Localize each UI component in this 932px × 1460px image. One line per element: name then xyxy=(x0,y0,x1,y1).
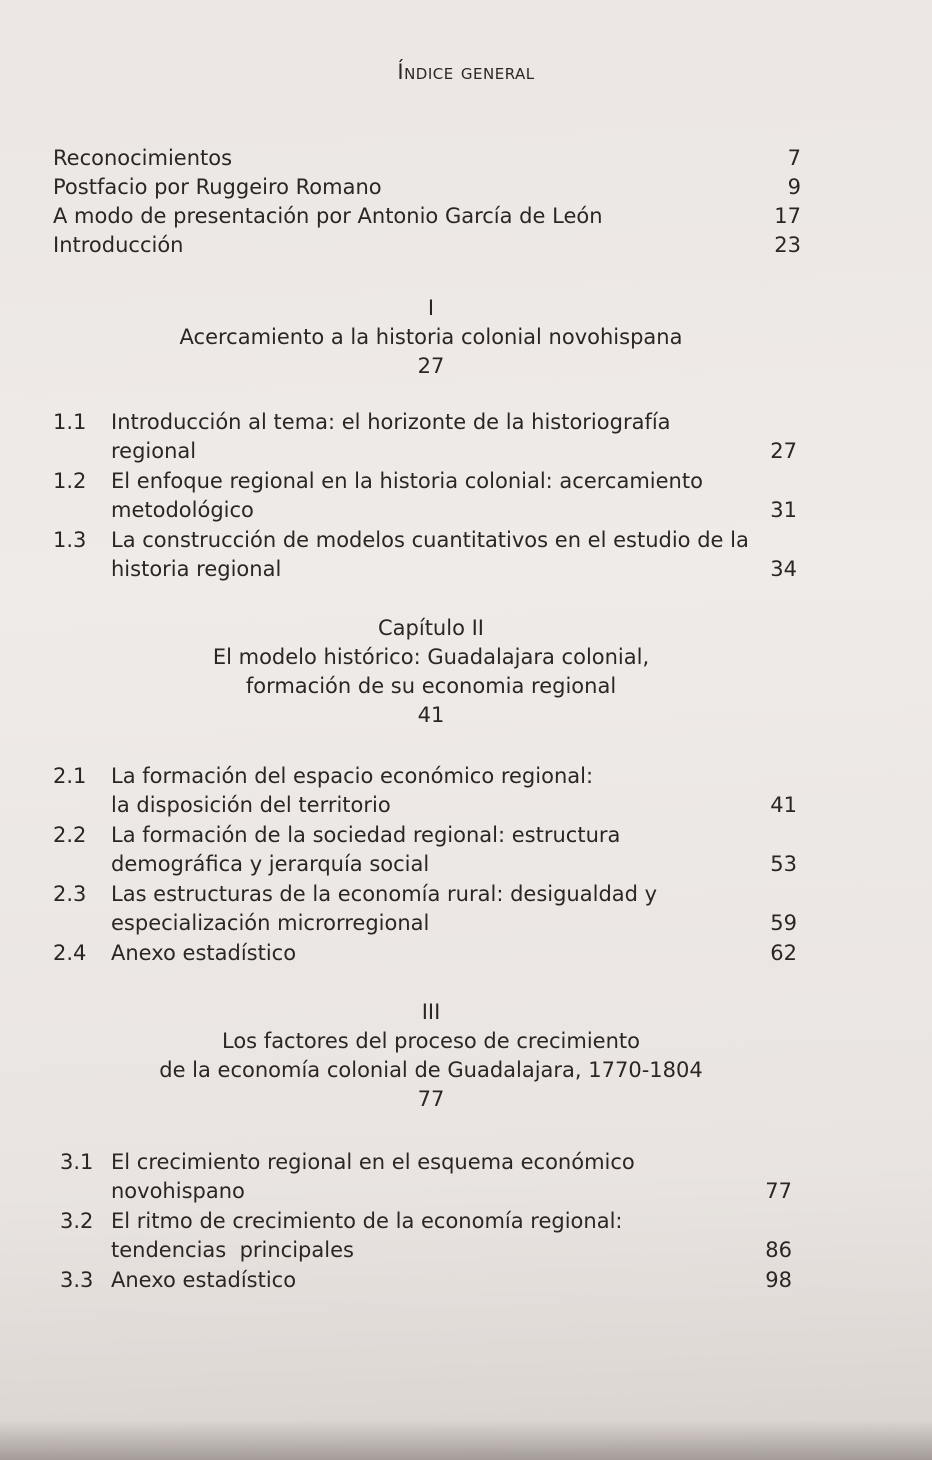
entry-page: 77 xyxy=(765,1179,792,1203)
entry-title-line: demográfica y jerarquía social xyxy=(111,852,430,876)
entry-title-line: especialización microrregional xyxy=(111,911,430,935)
front-matter-page: 7 xyxy=(787,146,801,170)
part-1-heading xyxy=(0,294,862,381)
toc-entry xyxy=(53,467,797,525)
front-matter-page: 23 xyxy=(774,233,801,257)
entry-number: 3.2 xyxy=(60,1209,94,1233)
entry-page: 98 xyxy=(765,1268,792,1292)
front-matter-item xyxy=(53,204,801,233)
part-page: 27 xyxy=(417,354,445,378)
entry-title-line: El enfoque regional en la historia colonial: acercamiento xyxy=(111,469,703,493)
part-number: III xyxy=(421,1000,441,1024)
entry-title-line: Introducción al tema: el horizonte de la historiografía xyxy=(111,410,671,434)
entry-page: 86 xyxy=(765,1238,792,1262)
entry-title-line: Anexo estadístico xyxy=(111,1268,297,1292)
front-matter-item xyxy=(53,233,801,262)
part-page: 77 xyxy=(417,1087,445,1111)
toc-entry xyxy=(60,1207,792,1265)
entry-title-line: historia regional xyxy=(111,557,282,581)
page-title: Índice general xyxy=(397,60,535,84)
toc-entry xyxy=(60,1148,792,1206)
front-matter-label: A modo de presentación por Antonio García de León xyxy=(53,204,603,228)
part-2-heading xyxy=(0,614,862,730)
part-3-entries xyxy=(60,1148,792,1296)
part-2-entries xyxy=(53,762,797,969)
entry-title-line: La formación del espacio económico regional: xyxy=(111,764,594,788)
entry-number: 2.4 xyxy=(53,941,87,965)
part-title-line: formación de su economia regional xyxy=(245,674,617,698)
part-number: I xyxy=(427,296,435,320)
entry-title-line: El ritmo de crecimiento de la economía regional: xyxy=(111,1209,623,1233)
entry-number: 3.3 xyxy=(60,1268,94,1292)
front-matter-label: Reconocimientos xyxy=(53,146,233,170)
entry-title-line: El crecimiento regional en el esquema económico xyxy=(111,1150,635,1174)
entry-page: 27 xyxy=(770,439,797,463)
entry-title-line: Anexo estadístico xyxy=(111,941,297,965)
part-title-line: Acercamiento a la historia colonial novohispana xyxy=(179,325,683,349)
front-matter-item xyxy=(53,146,801,175)
part-3-heading xyxy=(0,998,862,1114)
part-title-line: El modelo histórico: Guadalajara colonial, xyxy=(212,645,650,669)
entry-page: 31 xyxy=(770,498,797,522)
part-1-entries xyxy=(53,408,797,585)
entry-page: 62 xyxy=(770,941,797,965)
toc-entry xyxy=(53,408,797,466)
entry-title-line: novohispano xyxy=(111,1179,245,1203)
toc-entry xyxy=(60,1266,792,1295)
part-title-line: Los factores del proceso de crecimiento xyxy=(222,1029,640,1053)
entry-number: 1.2 xyxy=(53,469,87,493)
entry-title-line: tendencias principales xyxy=(111,1238,354,1262)
entry-number: 1.3 xyxy=(53,528,87,552)
entry-page: 34 xyxy=(770,557,797,581)
entry-page: 59 xyxy=(770,911,797,935)
toc-entry xyxy=(53,762,797,820)
entry-number: 1.1 xyxy=(53,410,87,434)
entry-number: 2.3 xyxy=(53,882,87,906)
entry-number: 3.1 xyxy=(60,1150,94,1174)
toc-entry xyxy=(53,880,797,938)
entry-number: 2.2 xyxy=(53,823,87,847)
part-page: 41 xyxy=(417,703,445,727)
toc-entry xyxy=(53,821,797,879)
entry-number: 2.1 xyxy=(53,764,87,788)
entry-title-line: regional xyxy=(111,439,197,463)
front-matter-label: Postfacio por Ruggeiro Romano xyxy=(53,175,382,199)
entry-title-line: La construcción de modelos cuantitativos en el estudio de la xyxy=(111,528,749,552)
toc-entry xyxy=(53,526,797,584)
entry-title-line: la disposición del territorio xyxy=(111,793,391,817)
entry-page: 41 xyxy=(770,793,797,817)
front-matter-item xyxy=(53,175,801,204)
toc-entry xyxy=(53,939,797,968)
front-matter-page: 17 xyxy=(774,204,801,228)
front-matter-list xyxy=(53,146,801,262)
entry-page: 53 xyxy=(770,852,797,876)
entry-title-line: La formación de la sociedad regional: estructura xyxy=(111,823,621,847)
front-matter-label: Introducción xyxy=(53,233,184,257)
entry-title-line: metodológico xyxy=(111,498,254,522)
front-matter-page: 9 xyxy=(787,175,801,199)
entry-title-line: Las estructuras de la economía rural: desigualdad y xyxy=(111,882,658,906)
part-title-line: de la economía colonial de Guadalajara, 1770-1804 xyxy=(159,1058,703,1082)
part-number: Capítulo II xyxy=(378,616,484,640)
